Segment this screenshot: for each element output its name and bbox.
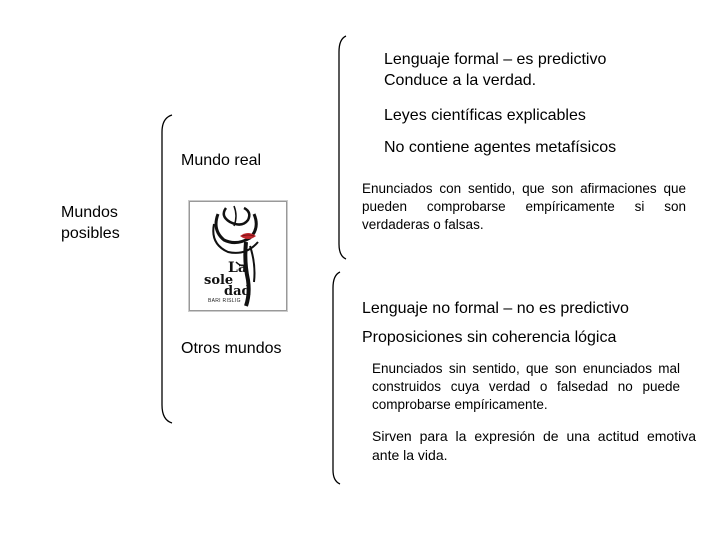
real-item-enunciados-con-sentido: Enunciados con sentido, que son afirmaciones que pueden comprobarse empíricamente si son verdaderas o falsas. [362,181,686,232]
otros-item-sin-coherencia: Proposiciones sin coherencia lógica [362,329,617,346]
poster-title-line3: dad [224,284,251,299]
bracket-mundos-posibles [162,115,172,423]
poster-title-line2: sole [204,273,234,288]
la-soledad-poster-image [189,201,287,311]
otros-item-enunciados-sin-sentido: Enunciados sin sentido, que son enunciados mal construidos cuya verdad o falsedad no puede comprobarse empíricamente. [372,361,680,412]
otros-item-actitud-emotiva: Sirven para la expresión de una actitud emotiva ante la vida. [372,428,696,463]
real-item-lenguaje-formal: Lenguaje formal – es predictivo Conduce a la verdad. [384,51,607,89]
poster-title-line1: La [228,260,247,276]
bracket-mundo-real [339,36,346,259]
real-item-leyes-cientificas: Leyes científicas explicables [384,107,586,124]
branch-label-otros-mundos: Otros mundos [181,340,282,357]
poster-footer-credit: BARI RISLIG [208,298,241,304]
root-label-mundos-posibles: Mundos posibles [61,204,120,242]
otros-item-lenguaje-no-formal: Lenguaje no formal – no es predictivo [362,300,629,317]
branch-label-mundo-real: Mundo real [181,152,262,169]
real-item-no-metafisicos: No contiene agentes metafísicos [384,139,617,156]
bracket-otros-mundos [333,272,340,484]
